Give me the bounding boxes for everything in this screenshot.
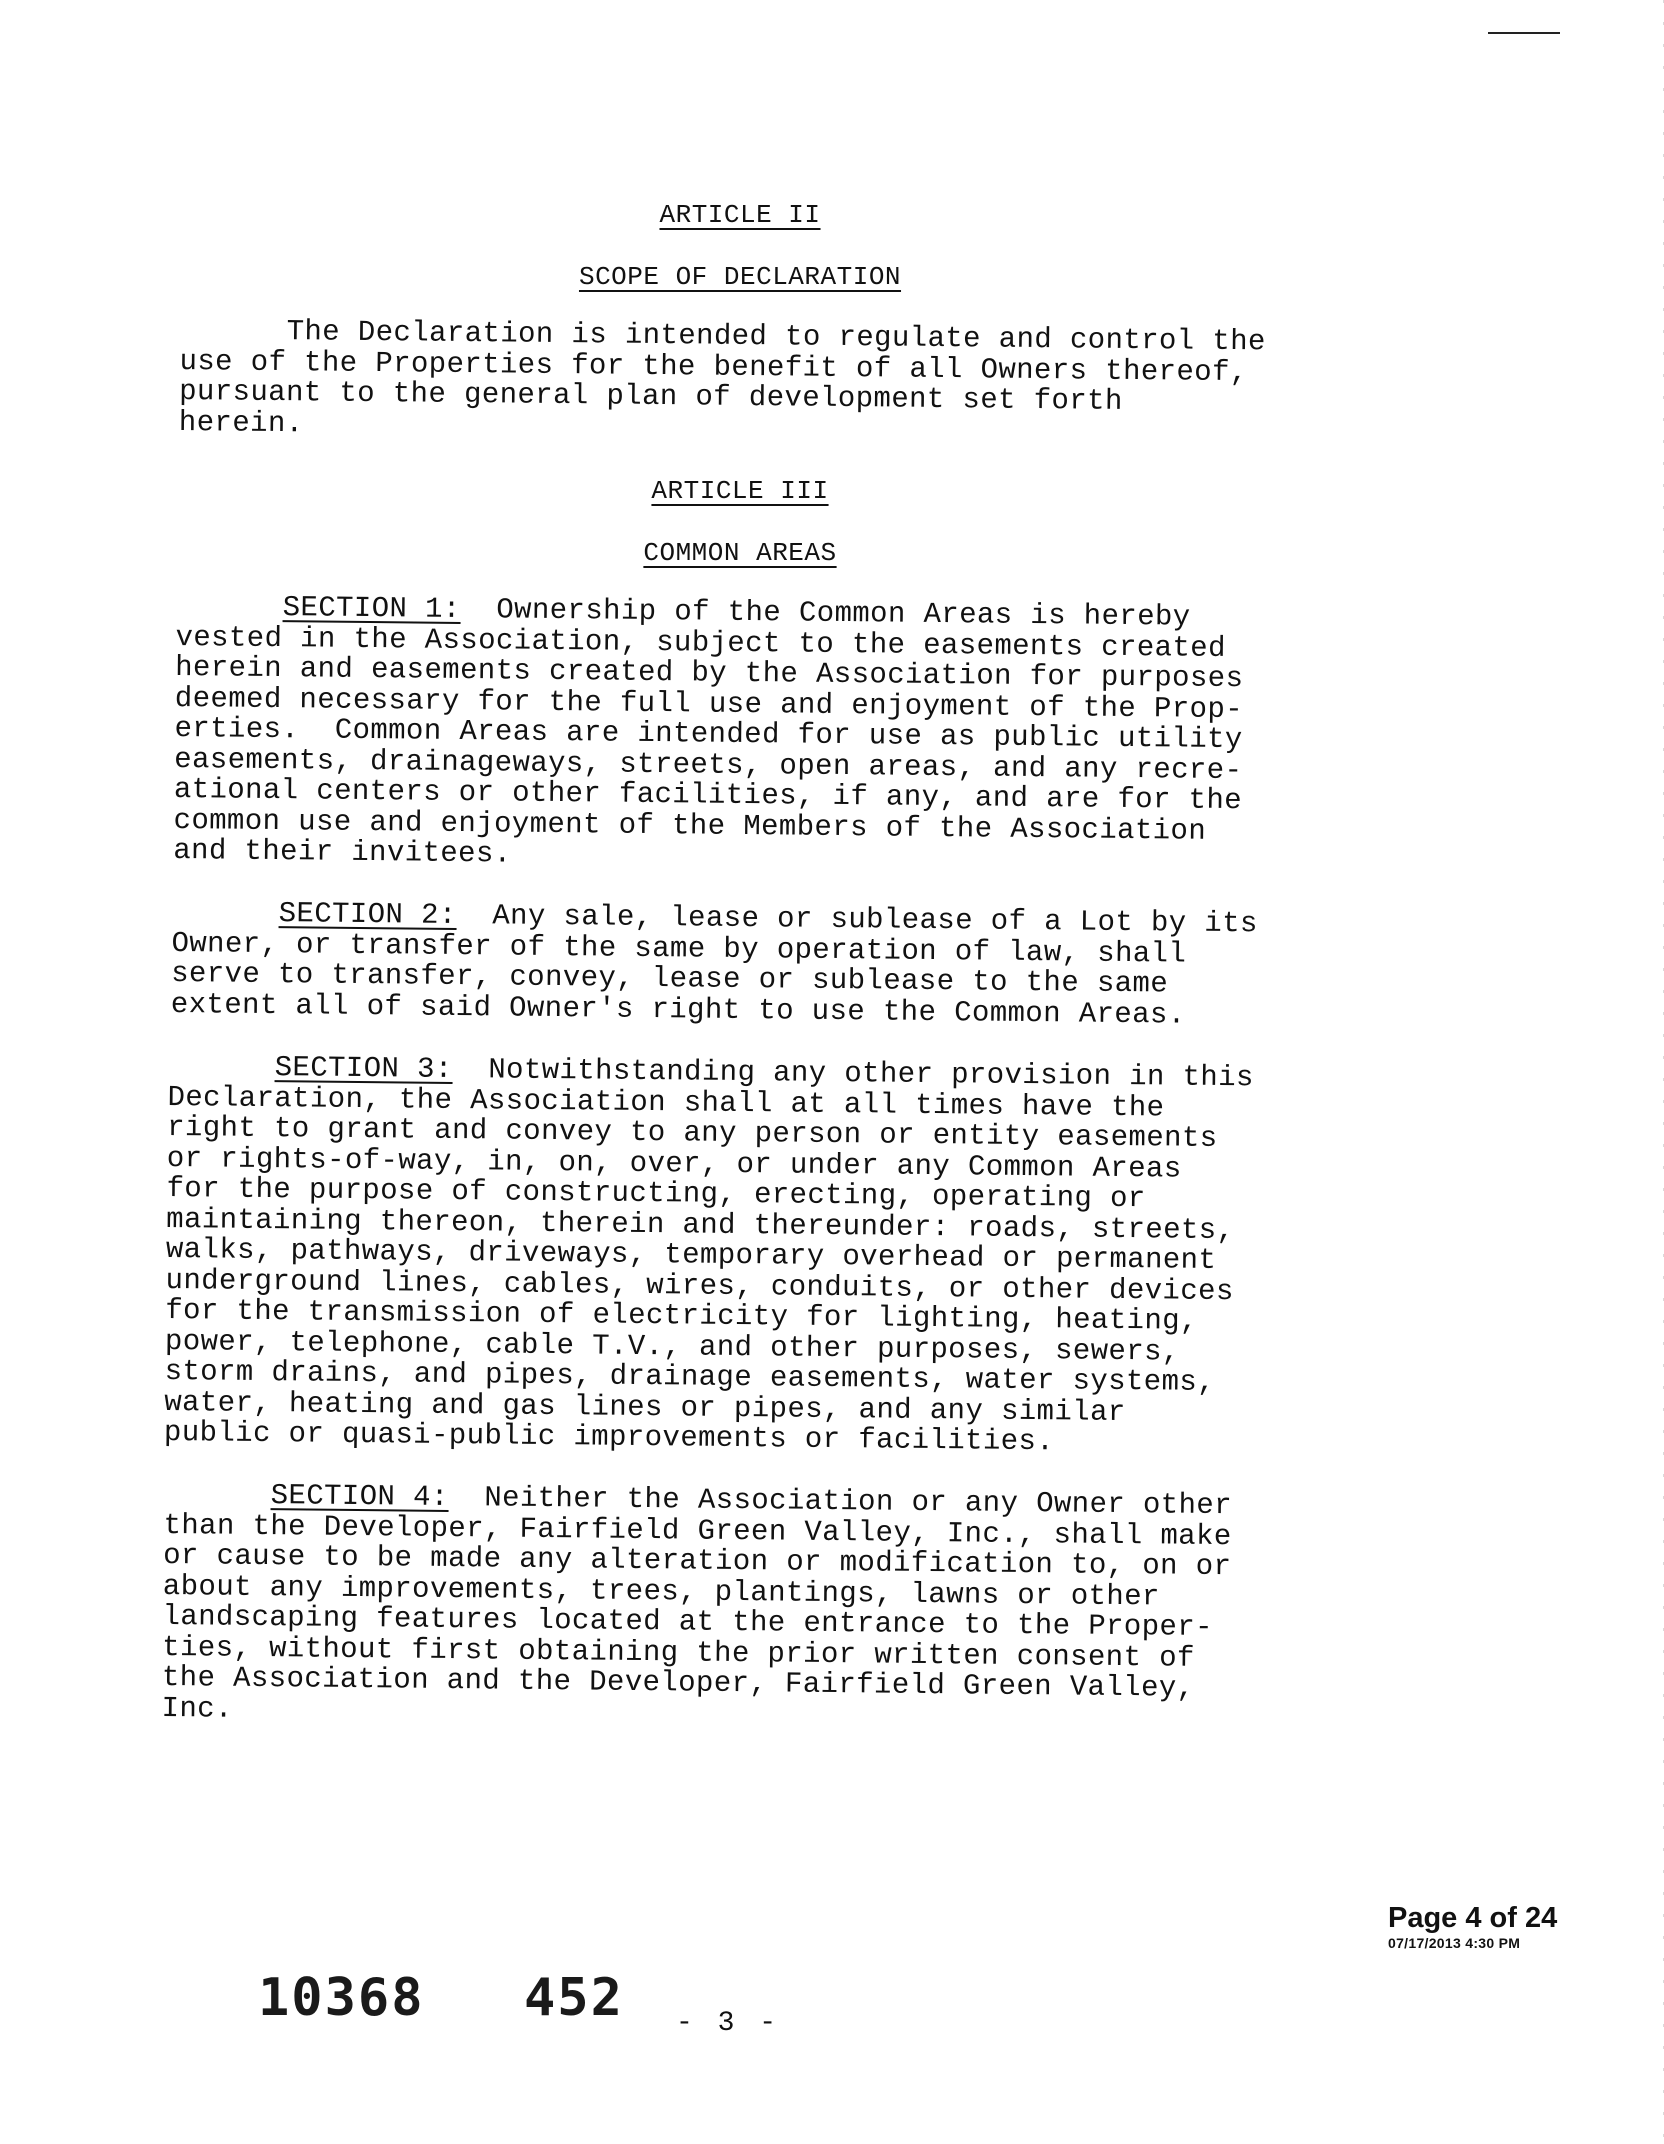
section-1-label: SECTION 1:	[282, 591, 461, 626]
section-4-paragraph	[161, 1480, 1232, 1735]
section-1-text: Ownership of the Common Areas is hereby vested in the Association, subject to the easements created herein and easements created by the Association for purposes deemed necessary for the full use and enjoyment of the Prop- erties. Common Areas are intended for use as public utility easements, drainageways, streets, open areas, and any recre- ational centers or other facilities, if any, and are for the common use and enjoyment of the Members of the Association and their invitees.	[173, 592, 1244, 871]
article-3-subheading: COMMON AREAS	[643, 538, 837, 568]
section-1-paragraph	[173, 592, 1244, 878]
page-folio: - 3 -	[676, 2008, 781, 2039]
article-2-subheading: SCOPE OF DECLARATION	[578, 262, 902, 292]
section-2-text: Any sale, lease or sublease of a Lot by its Owner, or transfer of the same by operation of law, shall serve to transfer, convey, lease or sublease to the same extent all of said Owner's right to use the Common Areas.	[170, 898, 1258, 1032]
recording-page-stamp	[1388, 1902, 1557, 1952]
section-3-paragraph	[164, 1052, 1254, 1460]
article-3-heading: ARTICLE III	[651, 476, 829, 506]
section-3-label: SECTION 3:	[274, 1051, 453, 1086]
section-4-label: SECTION 4:	[270, 1479, 449, 1514]
book-number-stamp: 10368	[258, 1968, 425, 2028]
recording-timestamp: 07/17/2013 4:30 PM	[1388, 1935, 1521, 1951]
article-2-body: The Declaration is intended to regulate and control the use of the Properties for the benefit of all Owners thereof, pursuant to the general plan of development set forth herein.	[178, 314, 1266, 440]
section-2-label: SECTION 2:	[278, 897, 457, 932]
recording-page-count: Page 4 of 24	[1388, 1902, 1558, 1934]
book-page-stamp: 452	[524, 1968, 624, 2028]
top-rule-mark	[1488, 32, 1560, 34]
article-2-heading: ARTICLE II	[659, 200, 821, 230]
section-4-text: Neither the Association or any Owner other than the Developer, Fairfield Green Valley, Inc., shall make or cause to be made any alteration or modification to, on or about any improvements, trees, plantings, lawns or other landscaping features located at the entrance to the Proper- ties, without first obtaining the prior written consent of the Association and the Developer, Fairfield Green Valley, Inc.	[161, 1480, 1233, 1726]
section-2-paragraph	[171, 898, 1258, 1031]
section-3-text: Notwithstanding any other provision in this Declaration, the Association shall at all times have the right to grant and convey to any person or entity easements or rights-of-way, in, on, over, or under any Common Areas for the purpose of constructing, erecting, operating or maintaining thereon, therein and thereunder: roads, streets, walks, pathways, driveways, temporary overhead or permanent underground lines, cables, wires, conduits, or other devices for the transmission of electricity for lighting, heating, power, telephone, cable T.V., and other purposes, sewers, storm drains, and pipes, drainage easements, water systems, water, heating and gas lines or pipes, and any similar public or quasi-public improvements or facilities.	[163, 1052, 1254, 1459]
